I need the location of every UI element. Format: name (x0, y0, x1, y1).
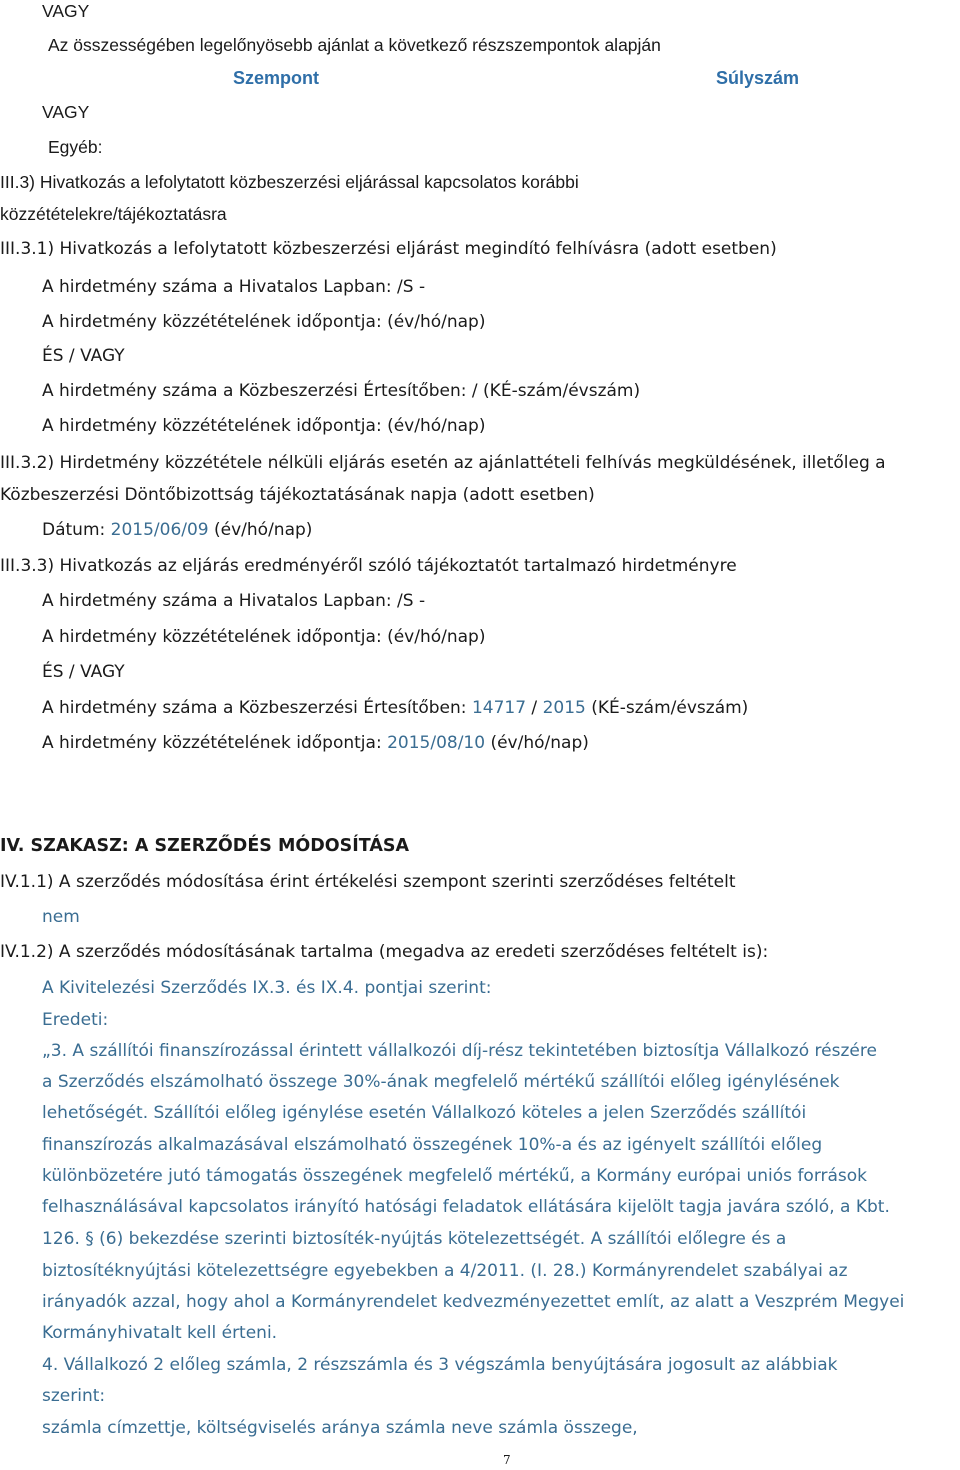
date-label: Dátum: (42, 520, 111, 540)
date-row (42, 519, 312, 541)
ke-number-value: 14717 (471, 698, 527, 718)
vagy-label-1: VAGY (42, 1, 90, 21)
body-line: Eredeti: (42, 1010, 109, 1030)
body-line: „3. A szállítói finanszírozással érintett vállalkozói díj-rész tekintetében biztosítja Vállalkozó részére (42, 1041, 877, 1061)
hl-notice-number-2: A hirdetmény száma a Hivatalos Lapban: /S - (42, 591, 426, 611)
ke-number-label: A hirdetmény száma a Közbeszerzési Értesítőben: (42, 698, 472, 718)
section-iii32-title-line2: Közbeszerzési Döntőbizottság tájékoztatásának napja (adott esetben) (0, 485, 595, 505)
section-iii3-title-line2: közzétételekre/tájékoztatásra (0, 204, 227, 224)
body-line: különbözetére jutó támogatás összegének megfelelő mértékű, a Kormány európai uniós források (42, 1166, 868, 1186)
ke-notice-date: A hirdetmény közzétételének időpontja: (év/hó/nap) (42, 416, 486, 436)
body-line: finanszírozás alkalmazásával elszámolható összegének 10%-a és az igényelt szállítói előleg (42, 1135, 823, 1155)
ke-year-value: 2015 (542, 698, 586, 718)
body-line: biztosítéknyújtási kötelezettségre egyebekben a 4/2011. (I. 28.) Kormányrendelet szabályai az (42, 1261, 848, 1281)
body-line: számla címzettje, költségviselés aránya számla neve számla összege, (42, 1418, 638, 1438)
ke-date-label: A hirdetmény közzétételének időpontja: (42, 733, 388, 753)
ke-date-unit: (év/hó/nap) (485, 733, 589, 753)
body-line: lehetőségét. Szállítói előleg igénylése esetén Vállalkozó köteles a jelen Szerződés szállítói (42, 1103, 807, 1123)
es-vagy-label-2: ÉS / VAGY (42, 662, 125, 682)
column-header-szempont: Szempont (233, 68, 320, 88)
body-line: felhasználásával kapcsolatos irányító hatósági feladatok ellátására kijelölt tagja javára szóló, a Kbt. (42, 1197, 890, 1217)
es-vagy-label: ÉS / VAGY (42, 346, 125, 366)
hl-notice-number: A hirdetmény száma a Hivatalos Lapban: /S - (42, 277, 426, 297)
section-iii33-title: III.3.3) Hivatkozás az eljárás eredményéről szóló tájékoztatót tartalmazó hirdetményre (0, 556, 737, 576)
body-line: A Kivitelezési Szerződés IX.3. és IX.4. pontjai szerint: (42, 978, 492, 998)
ke-notice-date-2 (42, 732, 589, 754)
page-number: 7 (503, 1453, 511, 1467)
body-line: szerint: (42, 1386, 106, 1406)
vagy-label-2: VAGY (42, 102, 90, 122)
date-unit: (év/hó/nap) (208, 520, 313, 540)
hl-notice-date: A hirdetmény közzétételének időpontja: (év/hó/nap) (42, 312, 486, 332)
iv11-value: nem (42, 907, 80, 927)
body-line: 4. Vállalkozó 2 előleg számla, 2 részszámla és 3 végszámla benyújtására jogosult az alábbiak (42, 1355, 838, 1375)
body-line: irányadók azzal, hogy ahol a Kormányrendelet kedvezményezettet említ, az alatt a Veszprém Megyei (42, 1292, 905, 1312)
section-iii32-title-line1: III.3.2) Hirdetmény közzététele nélküli eljárás esetén az ajánlattételi felhívás megküldésének, illetőleg a (0, 453, 886, 473)
date-value: 2015/06/09 (110, 520, 209, 540)
body-line: a Szerződés elszámolható összege 30%-ának megfelelő mértékű szállítói előleg igénylésének (42, 1072, 840, 1092)
section-iii31-title: III.3.1) Hivatkozás a lefolytatott közbeszerzési eljárást megindító felhívásra (adott esetben) (0, 239, 777, 259)
section-iii3-title-line1: III.3) Hivatkozás a lefolytatott közbeszerzési eljárással kapcsolatos korábbi (0, 172, 579, 192)
hl-notice-date-2: A hirdetmény közzétételének időpontja: (év/hó/nap) (42, 627, 486, 647)
section-iv12-title: IV.1.2) A szerződés módosításának tartalma (megadva az eredeti szerződéses feltételt is): (0, 942, 769, 962)
column-header-sulyszam: Súlyszám (716, 68, 800, 88)
section-iv-heading: IV. SZAKASZ: A SZERZŐDÉS MÓDOSÍTÁSA (0, 836, 410, 856)
intro-text: Az összességében legelőnyösebb ajánlat a következő részszempontok alapján (48, 35, 661, 55)
ke-number-unit: (KÉ-szám/évszám) (585, 698, 749, 718)
ke-date-value: 2015/08/10 (387, 733, 486, 753)
ke-notice-number-2 (42, 697, 748, 719)
ke-notice-number: A hirdetmény száma a Közbeszerzési Értesítőben: / (KÉ-szám/évszám) (42, 381, 641, 401)
body-line: Kormányhivatalt kell érteni. (42, 1323, 278, 1343)
section-iv11-title: IV.1.1) A szerződés módosítása érint értékelési szempont szerinti szerződéses feltételt (0, 872, 736, 892)
egyeb-label: Egyéb: (48, 137, 103, 157)
ke-separator: / (526, 698, 543, 718)
body-line: 126. § (6) bekezdése szerinti biztosíték-nyújtás kötelezettségét. A szállítói előlegre és a (42, 1229, 787, 1249)
